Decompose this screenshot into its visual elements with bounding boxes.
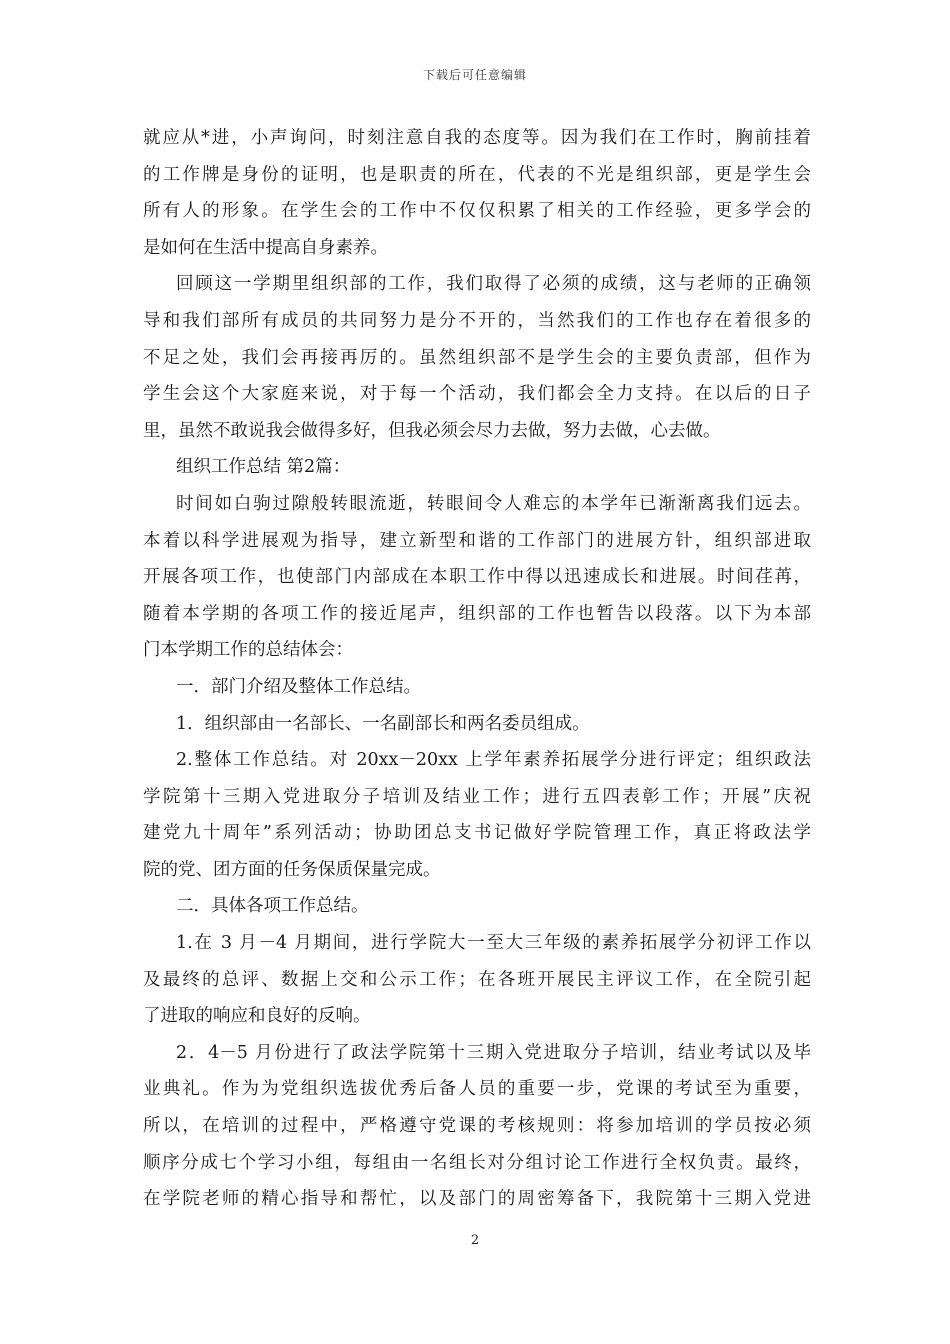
text-line: 随着本学期的各项工作的接近尾声，组织部的工作也暂告以段落。以下为本部 bbox=[143, 603, 811, 624]
text-line: 在学院老师的精心指导和帮忙，以及部门的周密筹备下，我院第十三期入党进 bbox=[143, 1189, 811, 1210]
text-line: 建党九十周年”系列活动；协助团总支书记做好学院管理工作，真正将政法学 bbox=[143, 823, 811, 844]
text-line: 本着以科学进展观为指导，建立新型和谐的工作部门的进展方针，组织部进取 bbox=[143, 530, 811, 551]
text-line: 了进取的响应和良好的反响。 bbox=[143, 1006, 371, 1027]
document-body bbox=[143, 120, 811, 1218]
text-line: 门本学期工作的总结体会： bbox=[143, 640, 353, 661]
text-line: 2.整体工作总结。对 20xx－20xx 上学年素养拓展学分进行评定；组织政法 bbox=[176, 750, 811, 771]
text-line: 及最终的总评、数据上交和公示工作；在各班开展民主评议工作，在全院引起 bbox=[143, 969, 811, 990]
text-line: 一．部门介绍及整体工作总结。 bbox=[176, 676, 421, 697]
text-line: 是如何在生活中提高自身素养。 bbox=[143, 237, 388, 258]
text-line: 组织工作总结 第2篇： bbox=[176, 457, 351, 478]
text-line: 时间如白驹过隙般转眼流逝，转眼间令人难忘的本学年已渐渐离我们远去。 bbox=[176, 493, 811, 514]
text-line: 就应从*进，小声询问，时刻注意自我的态度等。因为我们在工作时，胸前挂着 bbox=[143, 128, 811, 148]
text-line: 顺序分成七个学习小组，每组由一名组长对分组讨论工作进行全权负责。最终， bbox=[143, 1152, 811, 1173]
page-header: 下载后可任意编辑 bbox=[422, 68, 527, 82]
text-line: 学生会这个大家庭来说，对于每一个活动，我们都会全力支持。在以后的日子 bbox=[143, 384, 811, 405]
page-number: 2 bbox=[470, 1233, 480, 1248]
text-line: 所以，在培训的过程中，严格遵守党课的考核规则：将参加培训的学员按必须 bbox=[143, 1116, 811, 1137]
text-line: 里，虽然不敢说我会做得多好，但我必须会尽力去做，努力去做，心去做。 bbox=[143, 420, 721, 441]
text-line: 2．4－5 月份进行了政法学院第十三期入党进取分子培训，结业考试以及毕 bbox=[176, 1042, 811, 1063]
text-line: 1.在 3 月－4 月期间，进行学院大一至大三年级的素养拓展学分初评工作以 bbox=[176, 933, 811, 954]
text-line: 1．组织部由一名部长、一名副部长和两名委员组成。 bbox=[176, 713, 590, 734]
text-line: 院的党、团方面的任务保质保量完成。 bbox=[143, 859, 441, 880]
text-line: 的工作牌是身份的证明，也是职责的所在，代表的不光是组织部，更是学生会 bbox=[143, 164, 811, 185]
text-line: 二．具体各项工作总结。 bbox=[176, 896, 369, 917]
text-line: 学院第十三期入党进取分子培训及结业工作；进行五四表彰工作；开展”庆祝 bbox=[143, 786, 811, 807]
text-line: 导和我们部所有成员的共同努力是分不开的，当然我们的工作也存在着很多的 bbox=[143, 310, 811, 331]
text-line: 不足之处，我们会再接再厉的。虽然组织部不是学生会的主要负责部，但作为 bbox=[143, 347, 811, 368]
text-line: 所有人的形象。在学生会的工作中不仅仅积累了相关的工作经验，更多学会的 bbox=[143, 201, 811, 222]
text-line: 开展各项工作，也使部门内部成在本职工作中得以迅速成长和进展。时间荏苒， bbox=[143, 567, 811, 588]
text-line: 回顾这一学期里组织部的工作，我们取得了必须的成绩，这与老师的正确领 bbox=[176, 274, 811, 295]
text-line: 业典礼。作为为党组织选拔优秀后备人员的重要一步，党课的考试至为重要， bbox=[143, 1079, 811, 1100]
